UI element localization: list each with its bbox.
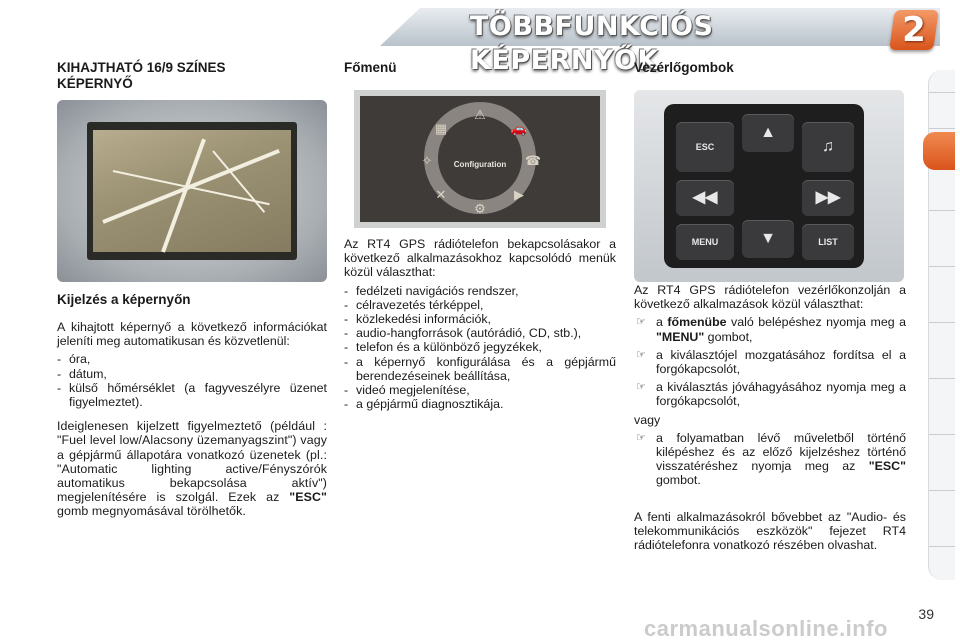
list-item: ☞ a főmenübe való belépéshez nyomja meg a "MENU" gombot,	[636, 315, 906, 344]
tab-divider	[929, 128, 955, 129]
list-item: - videó megjelenítése,	[344, 383, 470, 398]
display-photo	[57, 100, 327, 282]
controls-list-2	[634, 431, 906, 488]
list-item: - külső hőmérséklet (a fagyveszélyre üzenet figyelmeztet).	[57, 380, 327, 410]
page-number: 39	[918, 606, 934, 622]
fast-forward-icon[interactable]: ▶▶	[802, 180, 854, 216]
list-item: - célravezetés térképpel,	[344, 297, 484, 312]
vehicle-icon: 🚗	[510, 121, 528, 136]
column-main-menu-text	[344, 237, 616, 411]
pointer-icon: ☞	[636, 348, 646, 361]
controls-photo	[634, 90, 904, 282]
list-item: - dátum,	[57, 366, 107, 381]
list-button[interactable]: LIST	[802, 224, 854, 260]
warning-icon: ⚠	[474, 107, 486, 122]
navigation-map	[93, 130, 291, 252]
page-title: TÖBBFUNKCIÓS KÉPERNYŐK	[470, 11, 714, 76]
controls-footer-note: A fenti alkalmazásokról bővebbet az "Audio- és telekommunikációs eszközök" fejezet RT4 rádiótelefonra vonatkozó részében olvashat.	[634, 509, 906, 553]
list-item: - fedélzeti navigációs rendszer,	[344, 283, 519, 298]
chapter-tabs	[928, 70, 955, 580]
esc-button[interactable]: ESC	[676, 122, 734, 172]
tab-divider	[929, 92, 955, 93]
tab-divider	[929, 210, 955, 211]
column-controls	[634, 60, 906, 76]
list-item: - a gépjármű diagnosztikája.	[344, 397, 504, 412]
map-icon: ▦	[434, 121, 448, 136]
tab-divider	[929, 266, 955, 267]
list-item: ☞ a kiválasztójel mozgatásához fordítsa el a forgókapcsolót,	[636, 347, 906, 377]
column-display	[57, 60, 327, 92]
display-list	[57, 352, 327, 409]
tools-icon: ✕	[435, 187, 447, 202]
controls-intro: Az RT4 GPS rádiótelefon vezérlőkonzolján a következő alkalmazások közül választhat:	[634, 283, 906, 312]
list-item: - a képernyő konfigurálása és a gépjármű berendezéseinek beállítása,	[344, 354, 616, 383]
down-arrow-icon[interactable]: ▼	[742, 220, 794, 258]
menu-screen	[360, 96, 600, 222]
tab-divider	[929, 490, 955, 491]
tab-divider	[929, 434, 955, 435]
music-icon[interactable]: ♫	[802, 122, 854, 172]
control-panel	[664, 104, 864, 268]
pointer-icon: ☞	[636, 316, 646, 329]
display-section-heading: Kijelzés a képernyőn	[57, 292, 191, 307]
phone-icon: ☎	[524, 153, 542, 168]
navigation-icon: ✧	[421, 153, 433, 168]
main-menu-photo	[354, 90, 606, 228]
up-arrow-icon[interactable]: ▲	[742, 114, 794, 152]
controls-heading: Vezérlőgombok	[634, 60, 734, 75]
list-item: - audio-hangforrások (autórádió, CD, stb.),	[344, 326, 582, 341]
list-item: - óra,	[57, 352, 91, 367]
tab-divider	[929, 546, 955, 547]
tab-divider	[929, 322, 955, 323]
diagnostic-icon: ⚙	[474, 201, 486, 216]
main-menu-list	[344, 284, 616, 412]
list-item: - telefon és a különböző jegyzékek,	[344, 340, 542, 355]
column-main-menu	[344, 60, 616, 76]
pointer-icon: ☞	[636, 381, 646, 394]
list-item: ☞ a folyamatban lévő műveletből történő kilépéshez és az előző kijelzéshez történő visszatéréshez nyomja meg az "ESC" gombot.	[636, 430, 906, 488]
video-icon: ▶	[514, 187, 524, 202]
column-controls-text	[634, 283, 906, 552]
tab-divider	[929, 378, 955, 379]
column-display-text	[57, 292, 327, 519]
display-heading: KIHAJTHATÓ 16/9 SZÍNES KÉPERNYŐ	[57, 60, 226, 91]
controls-list	[634, 315, 906, 408]
pointer-icon: ☞	[636, 431, 646, 444]
menu-center-label: Configuration	[453, 160, 507, 169]
watermark: carmanualsonline.info	[644, 616, 888, 641]
display-warning-paragraph: Ideiglenesen kijelzett figyelmeztető (például : "Fuel level low/Alacsony üzemanyagszint") vagy a gépjármű állapotára vonatkozó üzenetek (pl.: "Automatic lighting active/Fényszórók automatikus bekapcsolása aktív") megjelenítésére is szolgál. Ezek az "ESC" gomb megnyomásával törölhetők.	[57, 419, 327, 519]
list-item: - közlekedési információk,	[344, 312, 491, 327]
tab-chapter-2[interactable]	[923, 132, 955, 170]
menu-button[interactable]: MENU	[676, 224, 734, 260]
rewind-icon[interactable]: ◀◀	[676, 180, 734, 216]
list-item: ☞ a kiválasztás jóváhagyásához nyomja meg a forgókapcsolót,	[636, 380, 906, 409]
main-menu-intro: Az RT4 GPS rádiótelefon bekapcsolásakor a következő alkalmazásokhoz kapcsolódó menük közül választhat:	[344, 237, 616, 280]
display-intro: A kihajtott képernyő a következő információkat jeleníti meg automatikusan és közvetlenül:	[57, 320, 327, 349]
or-text: vagy	[634, 412, 661, 427]
main-menu-heading: Főmenü	[344, 60, 397, 75]
chapter-number: 2	[902, 10, 926, 50]
